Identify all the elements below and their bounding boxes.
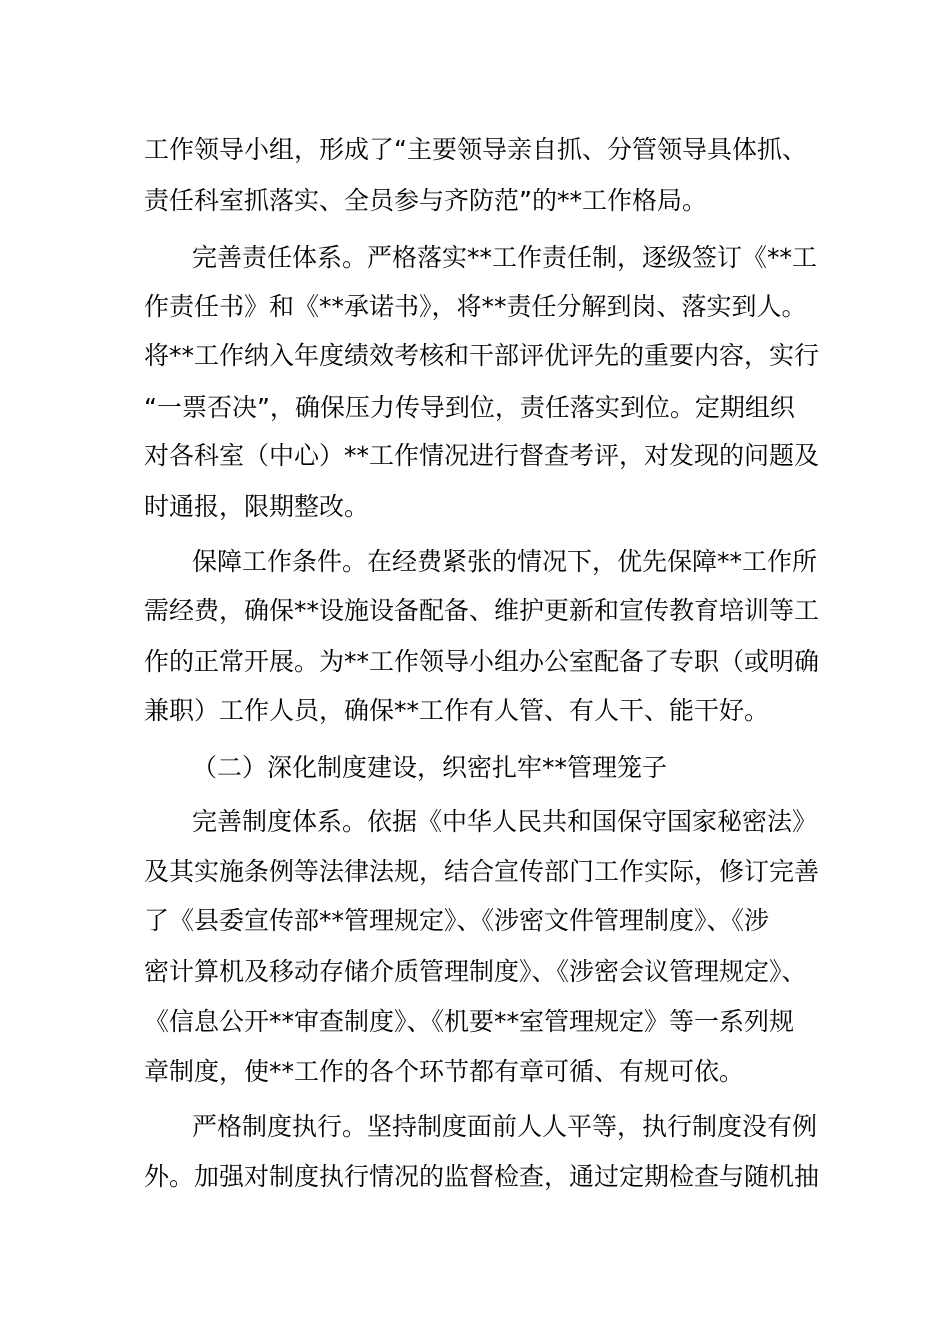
text-line: “一票否决”，确保压力传导到位，责任落实到位。定期组织 <box>144 393 795 422</box>
text-line: 密计算机及移动存储介质管理制度》、《涉密会议管理规定》、 <box>144 957 807 986</box>
text-line: 对各科室（中心）**工作情况进行督查考评，对发现的问题及 <box>144 441 820 470</box>
text-line: 需经费，确保**设施设备配备、维护更新和宣传教育培训等工 <box>144 596 820 625</box>
text-line: 外。加强对制度执行情况的监督检查，通过定期检查与随机抽 <box>144 1162 820 1191</box>
text-line: 兼职）工作人员，确保**工作有人管、有人干、能干好。 <box>144 696 770 725</box>
text-line: 及其实施条例等法律法规，结合宣传部门工作实际，修订完善 <box>144 857 820 886</box>
text-line: 章制度，使**工作的各个环节都有章可循、有规可依。 <box>144 1057 745 1086</box>
paragraph-start-line: 完善制度体系。依据《中华人民共和国保守国家秘密法》 <box>192 807 818 836</box>
text-line: 工作领导小组，形成了“主要领导亲自抓、分管领导具体抓、 <box>144 135 807 164</box>
text-line: 了《县委宣传部**管理规定》、《涉密文件管理制度》、《涉 <box>144 906 770 935</box>
section-heading: （二）深化制度建设，织密扎牢**管理笼子 <box>192 753 668 782</box>
paragraph-start-line: 完善责任体系。严格落实**工作责任制，逐级签订《**工 <box>192 243 818 272</box>
text-line: 时通报，限期整改。 <box>144 492 370 521</box>
text-line: 作责任书》和《**承诺书》，将**责任分解到岗、落实到人。 <box>144 292 807 321</box>
text-line: 责任科室抓落实、全员参与齐防范”的**工作格局。 <box>144 186 707 215</box>
paragraph-start-line: 严格制度执行。坚持制度面前人人平等，执行制度没有例 <box>192 1112 818 1141</box>
text-line: 将**工作纳入年度绩效考核和干部评优评先的重要内容，实行 <box>144 341 820 370</box>
text-line: 作的正常开展。为**工作领导小组办公室配备了专职（或明确 <box>144 647 820 676</box>
paragraph-start-line: 保障工作条件。在经费紧张的情况下，优先保障**工作所 <box>192 547 818 576</box>
text-line: 《信息公开**审查制度》、《机要**室管理规定》等一系列规 <box>144 1007 795 1036</box>
